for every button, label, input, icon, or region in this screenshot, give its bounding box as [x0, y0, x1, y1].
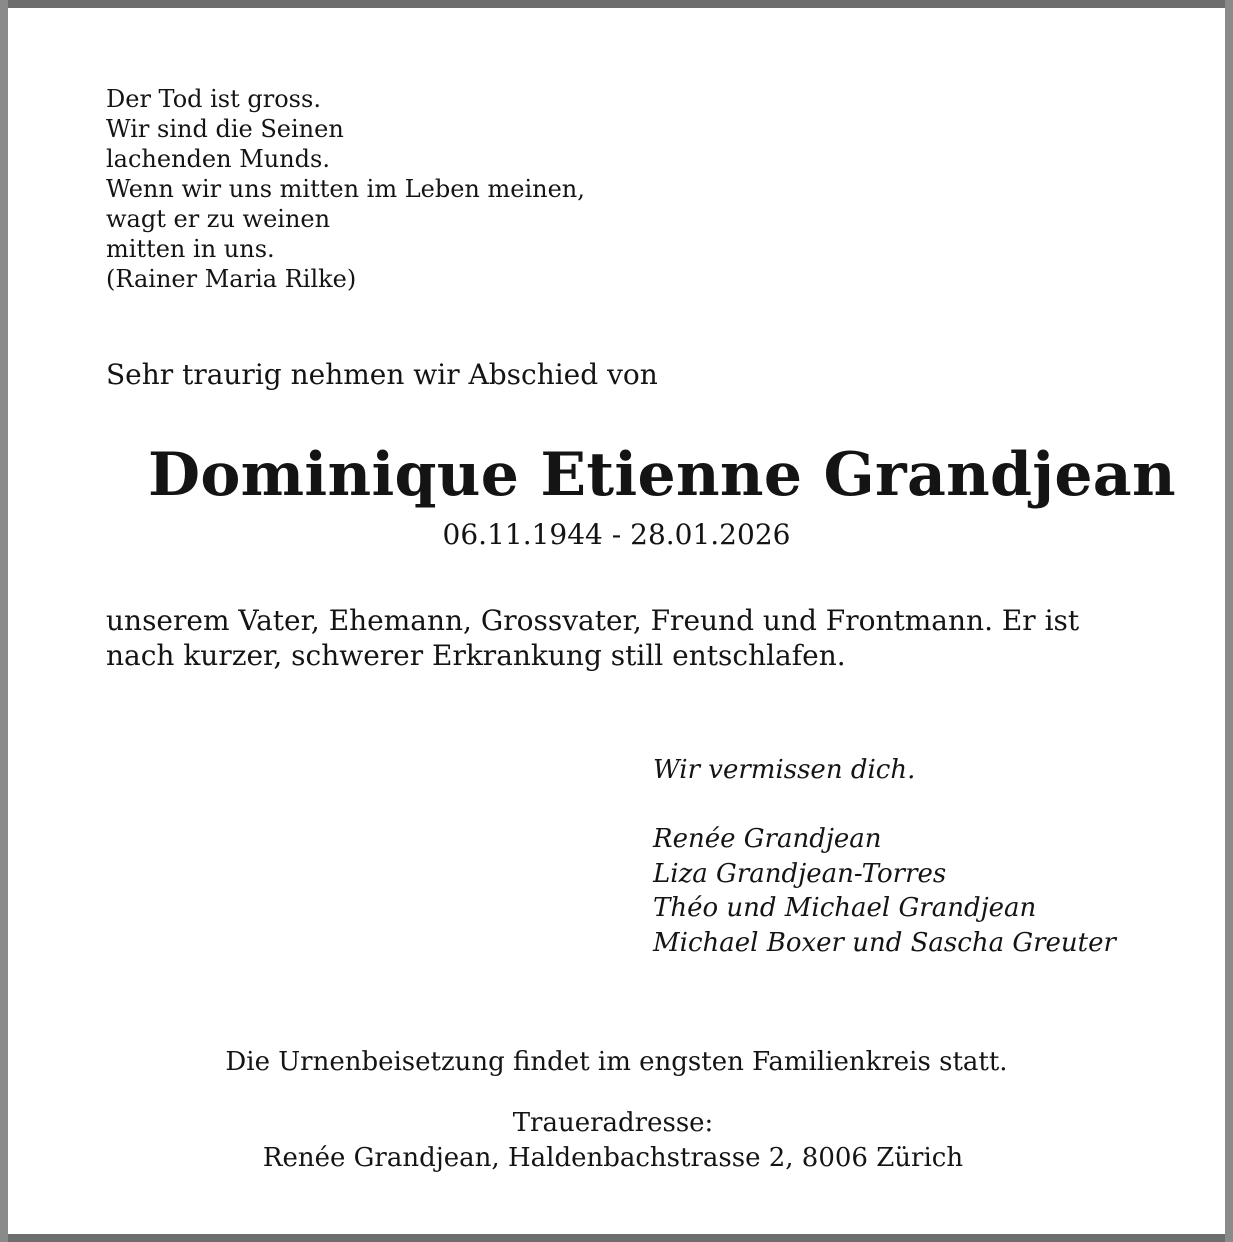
poem-line: Wenn wir uns mitten im Leben meinen,: [106, 175, 585, 203]
body-paragraph: [106, 603, 1156, 673]
urn-notice: Die Urnenbeisetzung findet im engsten Familienkreis statt.: [225, 1047, 1008, 1077]
family-member: Renée Grandjean: [653, 824, 882, 854]
frame-left-border: [0, 0, 8, 1242]
poem-line: mitten in uns.: [106, 235, 275, 263]
poem-quote: [106, 84, 585, 294]
family-member: Michael Boxer und Sascha Greuter: [653, 927, 1116, 958]
poem-line: lachenden Munds.: [106, 145, 330, 173]
frame-top-border: [0, 0, 1233, 8]
mourning-address: Renée Grandjean, Haldenbachstrasse 2, 8006 Zürich: [262, 1143, 964, 1173]
poem-author: (Rainer Maria Rilke): [106, 265, 357, 293]
poem-line: wagt er zu weinen: [106, 205, 331, 233]
deceased-name: Dominique Etienne Grandjean: [148, 440, 1176, 510]
family-member: Liza Grandjean-Torres: [653, 858, 947, 889]
family-signatures: [653, 822, 1116, 960]
life-dates: 06.11.1944 - 28.01.2026: [442, 518, 791, 551]
body-line: nach kurzer, schwerer Erkrankung still entschlafen.: [106, 639, 846, 672]
frame-bottom-border: [0, 1234, 1233, 1242]
frame-right-border: [1225, 0, 1233, 1242]
intro-text: Sehr traurig nehmen wir Abschied von: [106, 358, 658, 391]
obituary-notice: [8, 8, 1225, 1234]
family-member: Théo und Michael Grandjean: [653, 893, 1037, 923]
address-label: Traueradresse:: [512, 1108, 714, 1138]
farewell-text: Wir vermissen dich.: [653, 755, 916, 785]
poem-line: Der Tod ist gross.: [106, 85, 321, 113]
poem-line: Wir sind die Seinen: [106, 115, 344, 143]
body-line: unserem Vater, Ehemann, Grossvater, Freund und Frontmann. Er ist: [106, 604, 1080, 637]
